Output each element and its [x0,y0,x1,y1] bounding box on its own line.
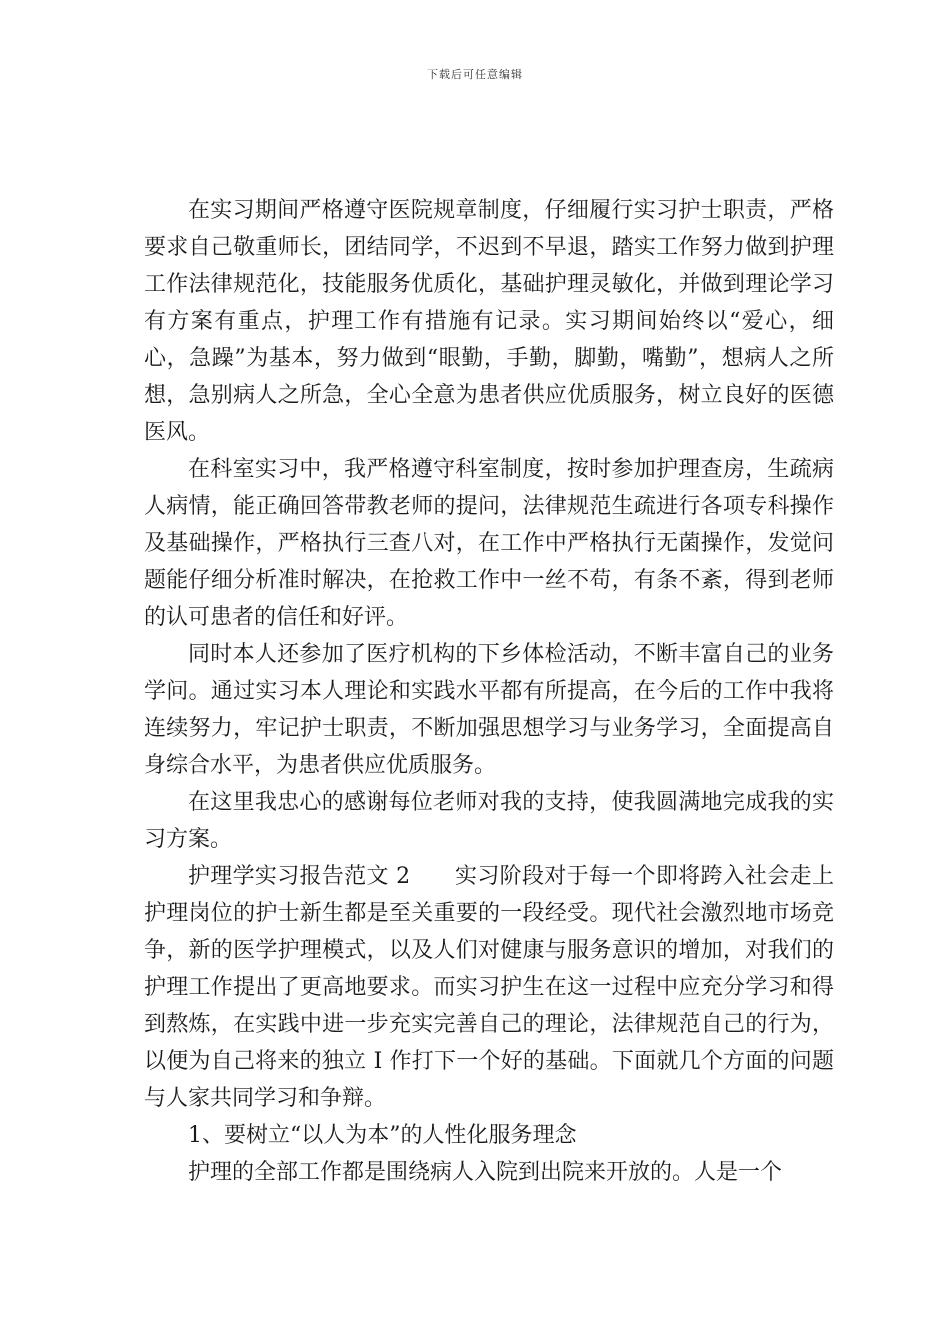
page-header-note: 下载后可任意编辑 [427,68,523,81]
paragraph-thanks: 在这里我忠心的感谢每位老师对我的支持，使我圆满地完成我的实习方案。 [144,790,834,852]
paragraph-internship-conduct: 在实习期间严格遵守医院规章制度，仔细履行实习护士职责，严格要求自己敬重师长，团结同学，不迟到不早退，踏实工作努力做到护理工作法律规范化，技能服务优质化，基础护理灵敏化，并做到理论学习有方案有重点，护理工作有措施有记录。实习期间始终以“爱心，细心，急躁”为基本，努力做到“眼勤，手勤，脚勤，嘴勤”，想病人之所想，急别病人之所急，全心全意为患者供应优质服务，树立良好的医德医风。 [144,198,834,445]
paragraph-department-practice: 在科室实习中，我严格遵守科室制度，按时参加护理查房，生疏病人病情，能正确回答带教老师的提问，法律规范生疏进行各项专科操作及基础操作，严格执行三查八对，在工作中严格执行无菌操作，发觉问题能仔细分析准时解决，在抢救工作中一丝不苟，有条不紊，得到老师的认可患者的信任和好评。 [144,457,834,630]
document-body [144,192,834,1191]
paragraph-nursing-work: 护理的全部工作都是围绕病人入院到出院来开放的。人是一个 [188,1160,783,1185]
paragraph-outreach-activity: 同时本人还参加了医疗机构的下乡体检活动，不断丰富自己的业务学问。通过实习本人理论和实践水平都有所提高，在今后的工作中我将连续努力，牢记护士职责，不断加强思想学习与业务学习，全面提高自身综合水平，为患者供应优质服务。 [144,642,834,778]
paragraph-report-sample-2: 护理学实习报告范文 2 实习阶段对于每一个即将跨入社会走上护理岗位的护士新生都是至关重要的一段经受。现代社会激烈地市场竞争，新的医学护理模式，以及人们对健康与服务意识的增加，对我们的护理工作提出了更高地要求。而实习护生在这一过程中应充分学习和得到熬炼，在实践中进一步充实完善自己的理论，法律规范自己的行为，以便为自己将来的独立 I 作打下一个好的基础。下面就几个方面的问题与人家共同学习和争辩。 [144,864,834,1111]
section-heading-people-oriented: 1、要树立“以人为本”的人性化服务理念 [188,1123,577,1148]
